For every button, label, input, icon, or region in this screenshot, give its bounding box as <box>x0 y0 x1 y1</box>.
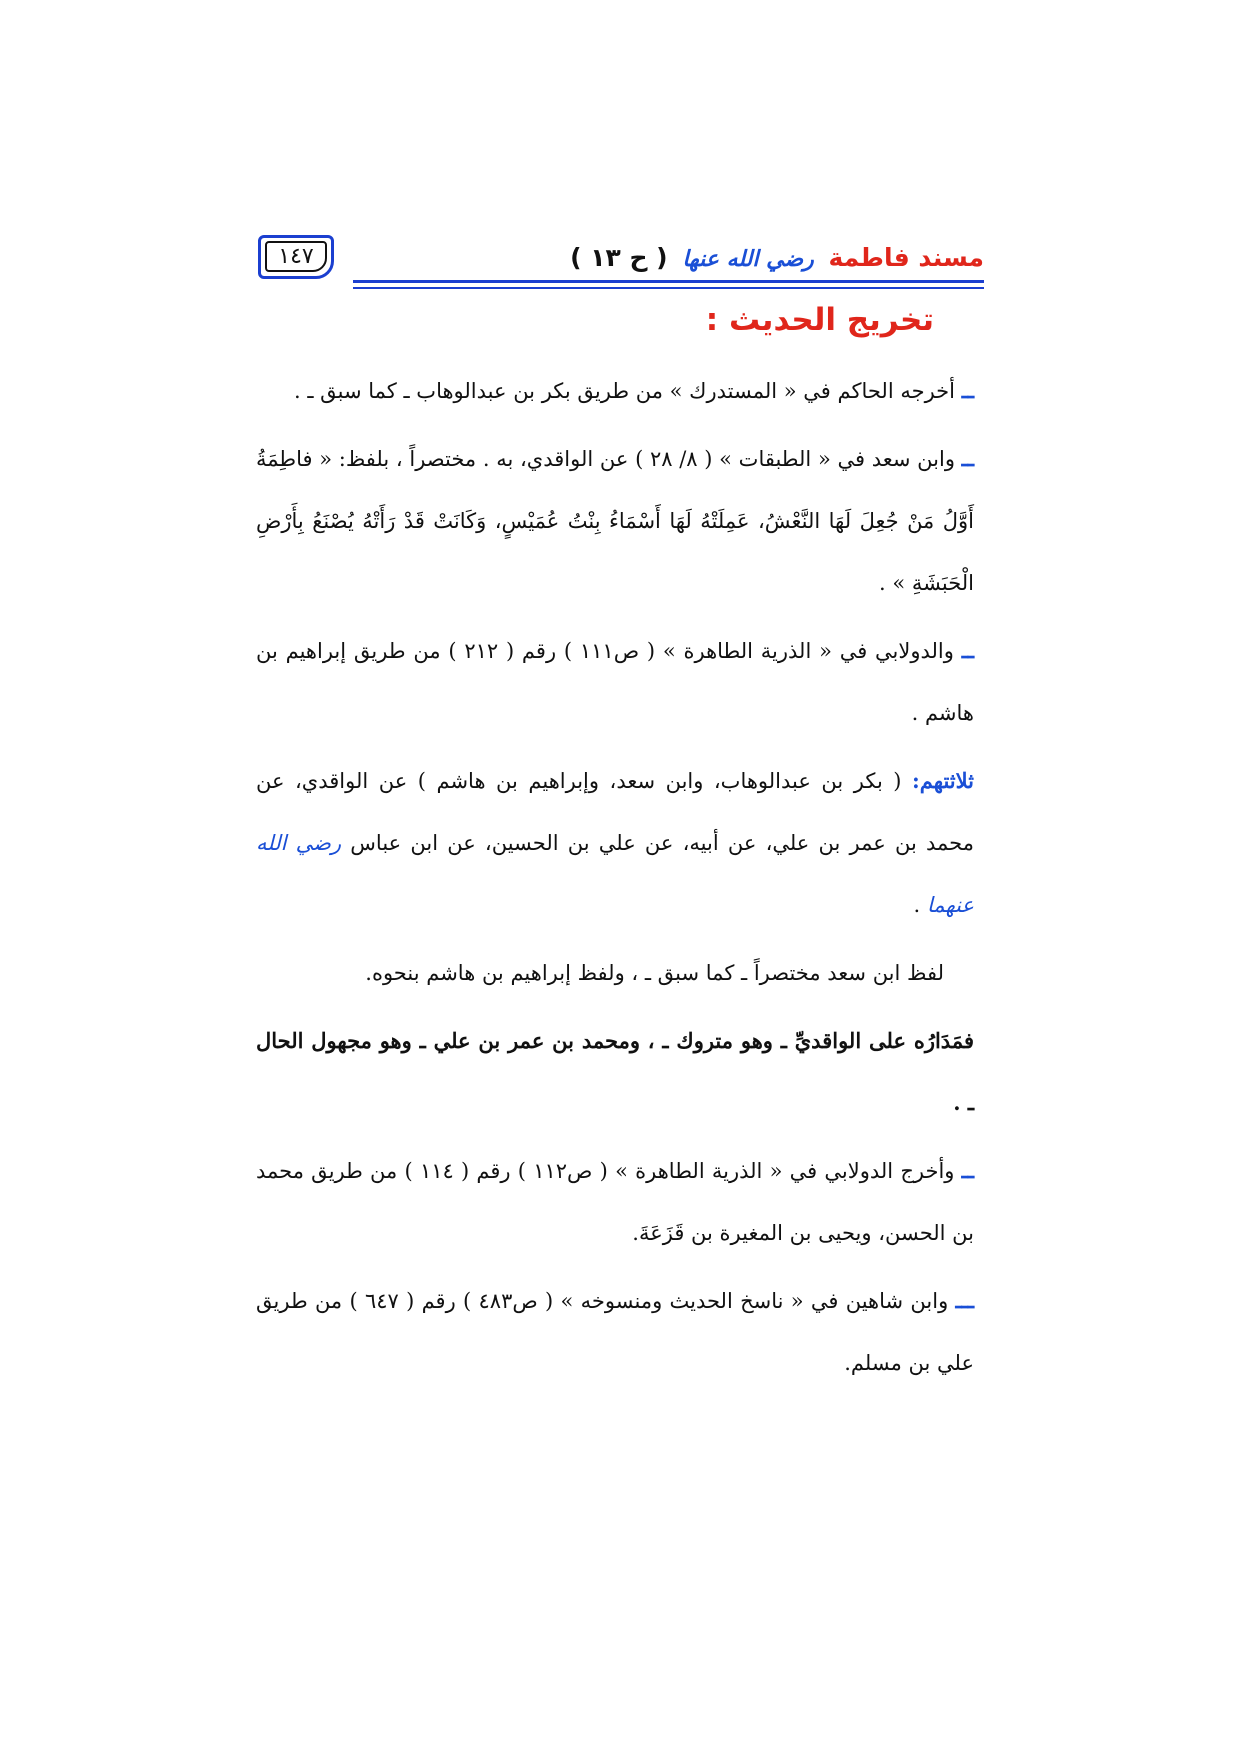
paragraph-dash: ــ <box>961 446 974 471</box>
header-rule <box>353 280 984 283</box>
paragraph-end: . <box>913 893 921 917</box>
paragraph-dash: ــ <box>961 1158 974 1183</box>
paragraph-conclusion <box>256 1010 974 1134</box>
paragraph-text: وابن سعد في « الطبقات » ( ٨/ ٢٨ ) عن الواقدي، به . مختصراً ، بلفظ: « فاطِمَةُ أَوَّلُ مَنْ جُعِلَ لَهَا النَّعْشُ، عَمِلَتْهُ لَهَا أَسْمَاءُ بِنْتُ عُمَيْسٍ، وَكَانَتْ قَدْ رَأَتْهُ يُصْنَعُ بِأَرْضِ الْحَبَشَةِ » . <box>256 447 974 595</box>
paragraph-lead: ثلاثتهم: <box>912 768 974 793</box>
paragraph-text: وابن شاهين في « ناسخ الحديث ومنسوخه » ( ص٤٨٣ ) رقم ( ٦٤٧ ) من طريق علي بن مسلم. <box>256 1289 974 1375</box>
paragraph-dash: ـــ <box>955 1288 974 1313</box>
honorific-calligraphy: رضي الله عنها <box>682 247 814 272</box>
paragraph-text: أخرجه الحاكم في « المستدرك » من طريق بكر بن عبدالوهاب ـ كما سبق ـ . <box>293 379 955 403</box>
hadith-number: ( ح ١٣ ) <box>570 243 668 272</box>
running-title-name: مسند فاطمة <box>828 243 984 272</box>
paragraph-dash: ــ <box>961 378 974 403</box>
paragraph <box>256 942 974 1004</box>
paragraph-text: وأخرج الدولابي في « الذرية الطاهرة » ( ص١١٢ ) رقم ( ١١٤ ) من طريق محمد بن الحسن، ويحيى بن المغيرة بن قَزَعَةَ. <box>256 1159 974 1245</box>
paragraph <box>256 360 974 422</box>
paragraph-text: فمَدَارُه على الواقديِّ ـ وهو متروك ـ ، ومحمد بن عمر بن علي ـ وهو مجهول الحال ـ . <box>256 1028 974 1115</box>
running-title <box>570 243 984 272</box>
honorific-inline: رضي الله عنهما <box>256 831 974 917</box>
paragraph <box>256 1140 974 1264</box>
section-heading: تخريج الحديث : <box>705 302 934 338</box>
body-text <box>256 360 974 1394</box>
paragraph-text: ( بكر بن عبدالوهاب، وابن سعد، وإبراهيم بن هاشم ) عن الواقدي، عن محمد بن عمر بن علي، عن أبيه، عن علي بن الحسين، عن ابن عباس <box>256 769 974 855</box>
header-rule-secondary <box>353 287 984 289</box>
paragraph <box>256 1270 974 1394</box>
paragraph-dash: ــ <box>961 638 975 663</box>
page-header <box>258 235 984 295</box>
paragraph <box>256 750 974 936</box>
page-number: ١٤٧ <box>278 244 314 269</box>
paragraph <box>256 620 974 744</box>
paragraph <box>256 428 974 614</box>
page-number-frame <box>258 235 334 279</box>
paragraph-text: لفظ ابن سعد مختصراً ـ كما سبق ـ ، ولفظ إبراهيم بن هاشم بنحوه. <box>365 961 944 985</box>
paragraph-text: والدولابي في « الذرية الطاهرة » ( ص١١١ ) رقم ( ٢١٢ ) من طريق إبراهيم بن هاشم . <box>256 639 974 725</box>
